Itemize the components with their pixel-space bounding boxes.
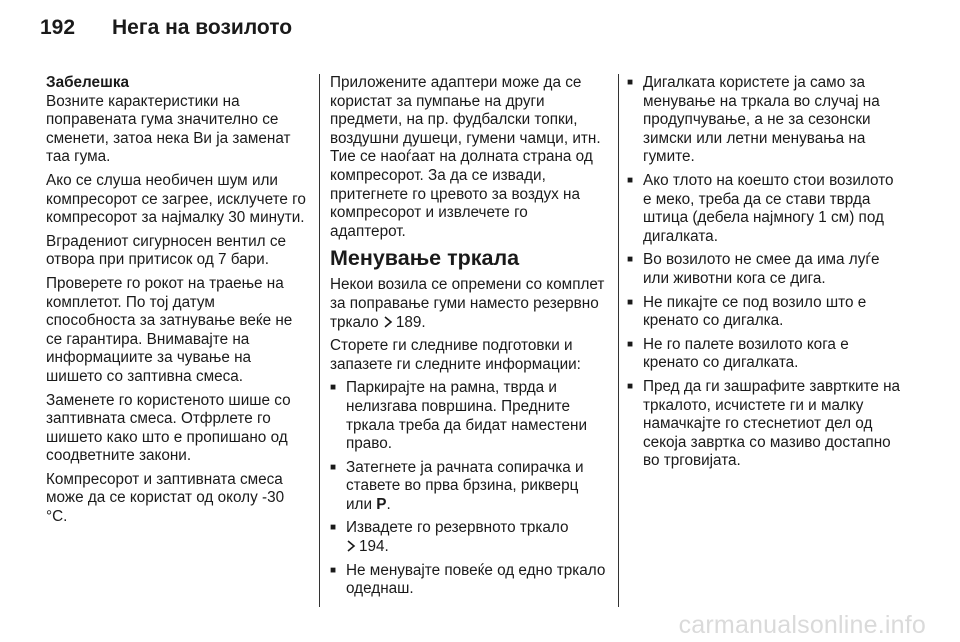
list-item-text: Извадете го резервното тркало: [346, 519, 569, 537]
bullet-square-icon: ■: [627, 254, 634, 266]
list-item-text: Во возилото не смее да има луѓе или животни кога се дига.: [643, 251, 880, 287]
bullet-square-icon: ■: [330, 564, 337, 576]
paragraph: Приложените адаптери може да се користат за пумпање на други предмети, на пр. фудбалски топки, воздушни душеци, гумени чамци, итн. Тие се наоѓаат на долната страна од компресорот. За да се извади, притегнете го цревото за воздух на компресорот и извлечете го адаптерот.: [330, 74, 601, 240]
note-block: [46, 74, 308, 167]
column-divider: [618, 74, 619, 607]
column-divider: [319, 74, 320, 607]
paragraph: Заменете го користеното шише со заптивната смеса. Отфрлете го шишето како што е пропишано од соодветните закони.: [46, 391, 291, 465]
list-item-text: Не го палете возилото кога е кренато со дигалката.: [643, 335, 849, 372]
paragraph: Вградениот сигурносен вентил се отвора при притисок од 7 бари.: [46, 232, 287, 269]
bullet-square-icon: ■: [627, 296, 634, 308]
list-item: [627, 251, 905, 288]
bullet-list: [627, 74, 905, 471]
column-2: [330, 74, 606, 604]
gear-position-p: P: [376, 495, 387, 513]
list-item-text: Паркирајте на рамна, тврда и нелизгава површина. Предните тркала треба да бидат наместени право.: [346, 379, 588, 453]
page-number: 192: [40, 16, 76, 39]
list-item-text: Не пикајте се под возило што е кренато со дигалка.: [643, 293, 867, 330]
page-reference-arrow-icon[interactable]: [383, 316, 393, 328]
watermark: carmanualsonline.info: [678, 611, 926, 639]
list-item: [330, 519, 606, 556]
bullet-square-icon: ■: [627, 338, 634, 350]
bullet-list: [330, 379, 606, 599]
list-item: [330, 379, 606, 453]
list-item: [330, 459, 606, 515]
paragraph-text: Некои возила се опремени со комплет за поправање гуми наместо резервно тркало: [330, 276, 605, 331]
page-reference[interactable]: 194.: [359, 538, 389, 556]
list-item: [627, 378, 905, 471]
bullet-square-icon: ■: [627, 380, 634, 392]
list-item: [330, 562, 606, 599]
paragraph: [330, 276, 606, 332]
page-title: Нега на возилото: [112, 16, 293, 39]
paragraph: Ако се слуша необичен шум или компресорот се загрее, исклучете го компресорот за најмалку 30 минути.: [46, 171, 306, 227]
bullet-square-icon: ■: [627, 77, 634, 88]
list-item: [627, 336, 905, 373]
column-3: [627, 74, 905, 476]
bullet-square-icon: ■: [330, 522, 337, 534]
page-reference[interactable]: 189.: [395, 313, 426, 331]
list-item: [627, 172, 905, 246]
paragraph: Сторете ги следниве подготовки и запазете ги следните информации:: [330, 337, 581, 373]
column-1: [46, 74, 308, 532]
paragraph: Проверете го рокот на траење на комплетот. По тој датум способноста за затнување веќе не се гарантира. Внимавајте на информациите за чување на шишето со заптивна смеса.: [46, 274, 293, 385]
page-header: [40, 16, 292, 46]
paragraph: Компресорот и заптивната смеса може да се користат од околу -30 °C.: [46, 470, 285, 526]
note-text: Возните карактеристики на поправената гума значително се сменети, затоа нека Ви ја заменат таа гума.: [46, 92, 291, 166]
section-heading: Менување тркала: [330, 246, 520, 271]
list-item-end: .: [386, 495, 391, 513]
list-item: [627, 74, 905, 167]
bullet-square-icon: ■: [330, 382, 337, 394]
list-item-text: Пред да ги зашрафите завртките на тркалото, исчистете ги и малку намачкајте го стеснетиот дел од секоја завртка со мазиво достапно во трговијата.: [643, 377, 901, 470]
list-item-text: Затегнете ја рачната сопирачка и ставете во прва брзина, рикверц или: [346, 458, 584, 513]
bullet-square-icon: ■: [330, 461, 337, 473]
list-item-text: Дигалката користете ја само за менување на тркала во случај на продупчување, а не за сезонски зимски или летни менувања на гумите.: [643, 74, 880, 166]
note-label: Забелешка: [46, 74, 129, 91]
list-item: [627, 294, 905, 331]
list-item-text: Не менувајте повеќе од едно тркало одеднаш.: [346, 561, 606, 598]
bullet-square-icon: ■: [627, 174, 634, 186]
list-item-text: Ако тлото на коешто стои возилото е меко, треба да се стави тврда штица (дебела најмногу 1 см) под дигалката.: [643, 171, 894, 245]
page-reference-arrow-icon[interactable]: [346, 540, 356, 552]
